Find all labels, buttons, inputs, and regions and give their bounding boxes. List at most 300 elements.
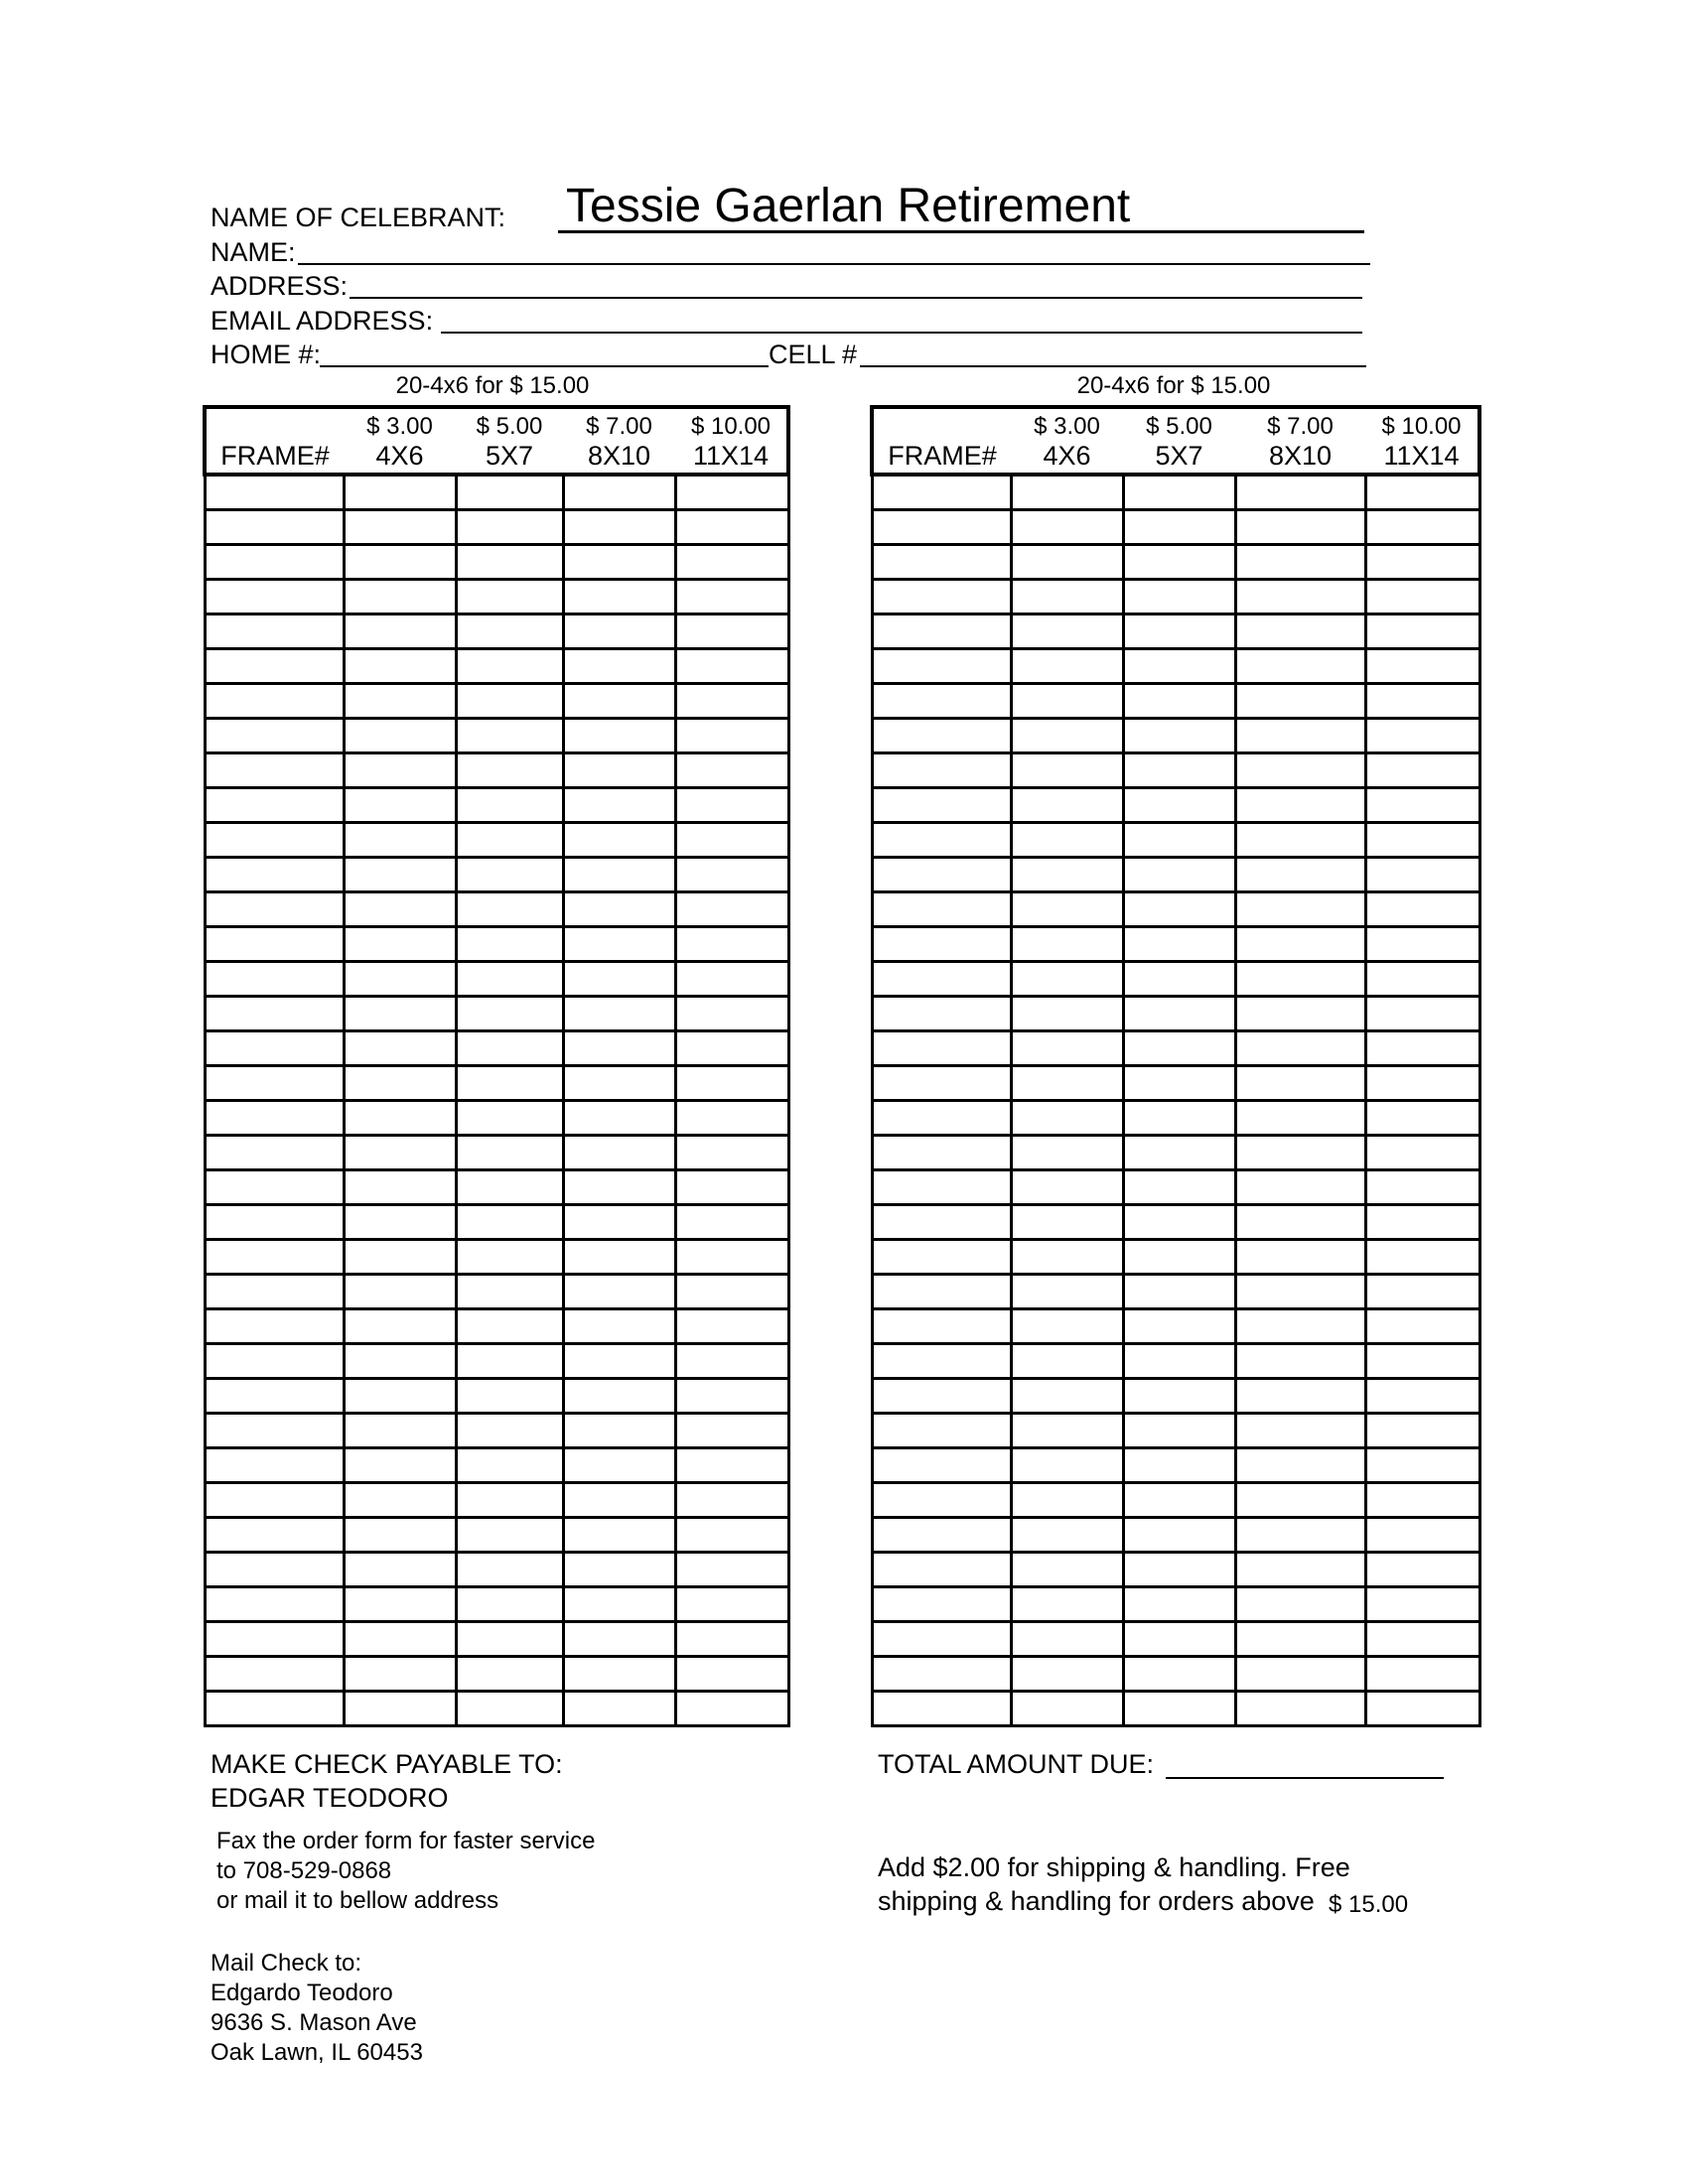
order-cell-5x7[interactable] [1123,962,1235,997]
order-cell-8x10[interactable] [563,1136,675,1170]
order-cell-4x6[interactable] [344,927,456,962]
order-cell-8x10[interactable] [1235,649,1365,684]
order-cell-5x7[interactable] [1123,1622,1235,1657]
order-cell-frame[interactable] [205,1205,344,1240]
order-cell-frame[interactable] [205,823,344,858]
order-cell-11x14[interactable] [1365,927,1479,962]
order-cell-5x7[interactable] [1123,753,1235,788]
order-cell-11x14[interactable] [675,1101,788,1136]
order-cell-4x6[interactable] [1011,1587,1123,1622]
order-cell-5x7[interactable] [456,1031,563,1066]
order-cell-5x7[interactable] [1123,1170,1235,1205]
order-cell-4x6[interactable] [1011,1518,1123,1553]
order-cell-11x14[interactable] [1365,1136,1479,1170]
order-cell-11x14[interactable] [675,1240,788,1275]
order-cell-8x10[interactable] [1235,1240,1365,1275]
order-cell-frame[interactable] [872,1066,1011,1101]
order-cell-8x10[interactable] [1235,927,1365,962]
order-cell-frame[interactable] [872,892,1011,927]
order-cell-5x7[interactable] [456,1483,563,1518]
order-cell-8x10[interactable] [563,1205,675,1240]
order-cell-4x6[interactable] [1011,1692,1123,1726]
order-cell-8x10[interactable] [1235,892,1365,927]
order-cell-11x14[interactable] [1365,1275,1479,1309]
order-cell-5x7[interactable] [456,1622,563,1657]
order-cell-frame[interactable] [205,1275,344,1309]
cell-phone-field[interactable] [860,365,1366,367]
order-cell-frame[interactable] [872,545,1011,580]
order-cell-frame[interactable] [872,962,1011,997]
order-cell-frame[interactable] [872,858,1011,892]
order-cell-5x7[interactable] [456,649,563,684]
order-cell-8x10[interactable] [1235,997,1365,1031]
order-cell-4x6[interactable] [344,1240,456,1275]
order-cell-8x10[interactable] [563,545,675,580]
order-cell-frame[interactable] [872,753,1011,788]
order-cell-4x6[interactable] [344,1692,456,1726]
order-cell-4x6[interactable] [1011,1414,1123,1448]
order-cell-4x6[interactable] [344,1275,456,1309]
order-cell-frame[interactable] [872,1448,1011,1483]
order-cell-4x6[interactable] [1011,1379,1123,1414]
order-cell-8x10[interactable] [563,1587,675,1622]
order-cell-8x10[interactable] [563,788,675,823]
order-cell-frame[interactable] [205,1066,344,1101]
order-cell-frame[interactable] [872,614,1011,649]
order-cell-11x14[interactable] [1365,997,1479,1031]
order-cell-5x7[interactable] [456,823,563,858]
order-cell-4x6[interactable] [344,1448,456,1483]
order-cell-11x14[interactable] [675,1309,788,1344]
order-cell-frame[interactable] [205,719,344,753]
order-cell-5x7[interactable] [456,719,563,753]
order-cell-4x6[interactable] [1011,649,1123,684]
order-cell-5x7[interactable] [456,1136,563,1170]
order-cell-8x10[interactable] [1235,1518,1365,1553]
order-cell-frame[interactable] [205,858,344,892]
order-cell-11x14[interactable] [1365,1553,1479,1587]
order-cell-8x10[interactable] [1235,1136,1365,1170]
order-cell-frame[interactable] [872,1483,1011,1518]
order-cell-8x10[interactable] [563,1031,675,1066]
order-cell-5x7[interactable] [456,684,563,719]
order-cell-frame[interactable] [872,1622,1011,1657]
order-cell-11x14[interactable] [675,1692,788,1726]
order-cell-4x6[interactable] [1011,719,1123,753]
order-cell-4x6[interactable] [1011,1657,1123,1692]
order-cell-frame[interactable] [205,510,344,545]
order-cell-5x7[interactable] [1123,1205,1235,1240]
order-cell-4x6[interactable] [344,892,456,927]
order-cell-8x10[interactable] [563,962,675,997]
order-cell-11x14[interactable] [1365,719,1479,753]
order-cell-frame[interactable] [205,1414,344,1448]
order-cell-11x14[interactable] [675,1657,788,1692]
order-cell-5x7[interactable] [456,1379,563,1414]
order-cell-11x14[interactable] [1365,1414,1479,1448]
order-cell-11x14[interactable] [1365,1483,1479,1518]
order-cell-11x14[interactable] [1365,1240,1479,1275]
order-cell-11x14[interactable] [675,1031,788,1066]
order-cell-8x10[interactable] [563,1657,675,1692]
order-cell-5x7[interactable] [456,753,563,788]
order-cell-8x10[interactable] [563,1692,675,1726]
order-cell-11x14[interactable] [675,858,788,892]
order-cell-8x10[interactable] [563,510,675,545]
order-cell-4x6[interactable] [1011,892,1123,927]
order-cell-4x6[interactable] [344,753,456,788]
order-cell-11x14[interactable] [1365,1170,1479,1205]
order-cell-frame[interactable] [205,1031,344,1066]
order-cell-frame[interactable] [872,1414,1011,1448]
order-cell-8x10[interactable] [563,1483,675,1518]
order-cell-5x7[interactable] [1123,892,1235,927]
order-cell-frame[interactable] [205,1692,344,1726]
order-cell-5x7[interactable] [456,858,563,892]
order-cell-5x7[interactable] [456,1066,563,1101]
order-cell-8x10[interactable] [1235,1448,1365,1483]
order-cell-4x6[interactable] [344,510,456,545]
order-cell-5x7[interactable] [1123,475,1235,510]
order-cell-5x7[interactable] [1123,858,1235,892]
total-amount-field[interactable] [1166,1777,1444,1779]
order-cell-frame[interactable] [205,1170,344,1205]
home-phone-field[interactable] [320,365,769,367]
order-cell-8x10[interactable] [563,649,675,684]
order-cell-frame[interactable] [872,1240,1011,1275]
order-cell-8x10[interactable] [1235,1066,1365,1101]
order-cell-11x14[interactable] [675,753,788,788]
order-cell-11x14[interactable] [1365,1066,1479,1101]
order-cell-5x7[interactable] [456,1101,563,1136]
order-cell-11x14[interactable] [1365,614,1479,649]
order-cell-4x6[interactable] [1011,1309,1123,1344]
order-cell-11x14[interactable] [675,1170,788,1205]
order-cell-11x14[interactable] [1365,1692,1479,1726]
order-cell-5x7[interactable] [456,1205,563,1240]
order-cell-8x10[interactable] [563,1622,675,1657]
order-cell-8x10[interactable] [1235,580,1365,614]
order-cell-5x7[interactable] [1123,510,1235,545]
order-cell-5x7[interactable] [1123,1692,1235,1726]
order-cell-8x10[interactable] [563,1240,675,1275]
order-cell-5x7[interactable] [1123,1275,1235,1309]
order-cell-4x6[interactable] [344,649,456,684]
order-cell-4x6[interactable] [344,858,456,892]
order-cell-4x6[interactable] [1011,510,1123,545]
order-cell-5x7[interactable] [456,510,563,545]
order-cell-4x6[interactable] [1011,823,1123,858]
order-cell-4x6[interactable] [344,1309,456,1344]
order-cell-11x14[interactable] [1365,1448,1479,1483]
order-cell-4x6[interactable] [344,1414,456,1448]
order-cell-5x7[interactable] [1123,1657,1235,1692]
order-cell-5x7[interactable] [456,1414,563,1448]
order-cell-frame[interactable] [872,1692,1011,1726]
order-cell-frame[interactable] [205,545,344,580]
order-cell-frame[interactable] [205,1379,344,1414]
order-cell-11x14[interactable] [675,1205,788,1240]
order-cell-5x7[interactable] [456,580,563,614]
name-field[interactable] [298,263,1370,265]
order-cell-8x10[interactable] [1235,719,1365,753]
order-cell-8x10[interactable] [563,580,675,614]
order-cell-11x14[interactable] [1365,753,1479,788]
order-cell-frame[interactable] [205,475,344,510]
order-cell-8x10[interactable] [563,823,675,858]
order-cell-5x7[interactable] [1123,1379,1235,1414]
order-cell-5x7[interactable] [456,1448,563,1483]
order-cell-frame[interactable] [872,1205,1011,1240]
order-cell-8x10[interactable] [563,614,675,649]
order-cell-5x7[interactable] [456,1587,563,1622]
order-cell-11x14[interactable] [1365,510,1479,545]
order-cell-5x7[interactable] [456,997,563,1031]
order-cell-11x14[interactable] [675,1066,788,1101]
order-cell-8x10[interactable] [1235,1692,1365,1726]
order-cell-5x7[interactable] [456,475,563,510]
order-cell-8x10[interactable] [563,858,675,892]
order-cell-frame[interactable] [872,788,1011,823]
order-cell-11x14[interactable] [1365,1657,1479,1692]
order-cell-11x14[interactable] [675,684,788,719]
order-cell-4x6[interactable] [1011,614,1123,649]
order-cell-frame[interactable] [205,684,344,719]
order-cell-8x10[interactable] [1235,1170,1365,1205]
order-cell-frame[interactable] [872,1344,1011,1379]
order-cell-4x6[interactable] [1011,1622,1123,1657]
order-cell-frame[interactable] [205,1448,344,1483]
order-cell-5x7[interactable] [456,1553,563,1587]
order-cell-4x6[interactable] [1011,858,1123,892]
order-cell-8x10[interactable] [563,997,675,1031]
order-cell-4x6[interactable] [344,1518,456,1553]
order-cell-11x14[interactable] [675,997,788,1031]
order-cell-frame[interactable] [205,997,344,1031]
order-cell-4x6[interactable] [344,1344,456,1379]
order-cell-frame[interactable] [872,1101,1011,1136]
order-cell-11x14[interactable] [675,1483,788,1518]
order-cell-4x6[interactable] [344,1066,456,1101]
order-cell-11x14[interactable] [675,1622,788,1657]
order-cell-5x7[interactable] [1123,614,1235,649]
order-cell-4x6[interactable] [1011,1483,1123,1518]
order-cell-frame[interactable] [205,614,344,649]
order-cell-frame[interactable] [872,927,1011,962]
order-cell-frame[interactable] [205,580,344,614]
order-cell-5x7[interactable] [1123,997,1235,1031]
order-cell-8x10[interactable] [1235,1587,1365,1622]
order-cell-8x10[interactable] [1235,1657,1365,1692]
order-cell-4x6[interactable] [1011,475,1123,510]
order-cell-5x7[interactable] [456,1518,563,1553]
order-cell-11x14[interactable] [675,719,788,753]
order-cell-4x6[interactable] [344,997,456,1031]
order-cell-8x10[interactable] [1235,1483,1365,1518]
order-cell-frame[interactable] [872,1587,1011,1622]
order-cell-8x10[interactable] [1235,475,1365,510]
address-field[interactable] [350,297,1362,299]
order-cell-5x7[interactable] [1123,649,1235,684]
order-cell-8x10[interactable] [1235,1031,1365,1066]
order-cell-frame[interactable] [872,997,1011,1031]
order-cell-4x6[interactable] [1011,1344,1123,1379]
order-cell-8x10[interactable] [563,927,675,962]
order-cell-8x10[interactable] [1235,1553,1365,1587]
order-cell-4x6[interactable] [1011,1066,1123,1101]
order-cell-11x14[interactable] [1365,684,1479,719]
order-cell-4x6[interactable] [344,580,456,614]
order-cell-8x10[interactable] [563,1518,675,1553]
order-cell-8x10[interactable] [563,1066,675,1101]
order-cell-5x7[interactable] [456,1657,563,1692]
order-cell-8x10[interactable] [1235,753,1365,788]
order-cell-4x6[interactable] [344,1101,456,1136]
order-cell-5x7[interactable] [1123,1136,1235,1170]
order-cell-4x6[interactable] [1011,1448,1123,1483]
order-cell-5x7[interactable] [1123,1101,1235,1136]
order-cell-11x14[interactable] [1365,1518,1479,1553]
order-cell-frame[interactable] [205,753,344,788]
order-cell-8x10[interactable] [1235,510,1365,545]
order-cell-8x10[interactable] [563,1553,675,1587]
order-cell-11x14[interactable] [1365,649,1479,684]
order-cell-5x7[interactable] [456,927,563,962]
order-cell-5x7[interactable] [1123,1031,1235,1066]
order-cell-5x7[interactable] [1123,580,1235,614]
order-cell-frame[interactable] [872,1275,1011,1309]
order-cell-11x14[interactable] [675,1518,788,1553]
order-cell-11x14[interactable] [1365,892,1479,927]
order-cell-4x6[interactable] [1011,545,1123,580]
order-cell-11x14[interactable] [1365,580,1479,614]
order-cell-11x14[interactable] [1365,475,1479,510]
order-cell-11x14[interactable] [1365,1379,1479,1414]
order-cell-8x10[interactable] [1235,684,1365,719]
order-cell-frame[interactable] [872,1657,1011,1692]
order-cell-frame[interactable] [205,1553,344,1587]
order-cell-4x6[interactable] [344,1031,456,1066]
order-cell-frame[interactable] [872,823,1011,858]
order-cell-8x10[interactable] [1235,1205,1365,1240]
order-cell-11x14[interactable] [1365,962,1479,997]
order-cell-11x14[interactable] [1365,1031,1479,1066]
order-cell-11x14[interactable] [675,1587,788,1622]
order-cell-frame[interactable] [205,927,344,962]
order-cell-4x6[interactable] [344,475,456,510]
order-cell-frame[interactable] [205,1483,344,1518]
order-cell-frame[interactable] [872,510,1011,545]
order-cell-5x7[interactable] [1123,1309,1235,1344]
order-cell-frame[interactable] [872,719,1011,753]
order-cell-frame[interactable] [205,962,344,997]
order-cell-4x6[interactable] [344,719,456,753]
order-cell-frame[interactable] [205,1587,344,1622]
order-cell-4x6[interactable] [1011,1205,1123,1240]
order-cell-5x7[interactable] [456,1240,563,1275]
order-cell-8x10[interactable] [1235,1379,1365,1414]
order-cell-8x10[interactable] [1235,614,1365,649]
order-cell-8x10[interactable] [563,684,675,719]
order-cell-5x7[interactable] [1123,1553,1235,1587]
order-cell-8x10[interactable] [1235,1101,1365,1136]
order-cell-11x14[interactable] [1365,1205,1479,1240]
order-cell-frame[interactable] [205,1622,344,1657]
order-cell-frame[interactable] [872,1031,1011,1066]
order-cell-11x14[interactable] [1365,1101,1479,1136]
order-cell-8x10[interactable] [1235,545,1365,580]
order-cell-11x14[interactable] [675,649,788,684]
order-cell-frame[interactable] [205,1136,344,1170]
order-cell-11x14[interactable] [675,962,788,997]
order-cell-4x6[interactable] [1011,1240,1123,1275]
celebrant-value[interactable]: Tessie Gaerlan Retirement [566,180,1131,232]
order-cell-11x14[interactable] [675,892,788,927]
order-cell-4x6[interactable] [344,788,456,823]
order-cell-8x10[interactable] [563,1170,675,1205]
order-cell-8x10[interactable] [563,1379,675,1414]
order-cell-4x6[interactable] [1011,962,1123,997]
order-cell-4x6[interactable] [344,1587,456,1622]
order-cell-frame[interactable] [205,1101,344,1136]
order-cell-11x14[interactable] [675,580,788,614]
order-cell-5x7[interactable] [1123,545,1235,580]
order-cell-frame[interactable] [872,684,1011,719]
order-cell-11x14[interactable] [675,1448,788,1483]
order-cell-5x7[interactable] [1123,1344,1235,1379]
order-cell-4x6[interactable] [1011,753,1123,788]
order-cell-4x6[interactable] [344,823,456,858]
order-cell-8x10[interactable] [563,1448,675,1483]
order-cell-8x10[interactable] [563,892,675,927]
order-cell-4x6[interactable] [1011,927,1123,962]
order-cell-8x10[interactable] [563,1414,675,1448]
order-cell-frame[interactable] [205,788,344,823]
order-cell-4x6[interactable] [344,1483,456,1518]
order-cell-4x6[interactable] [344,614,456,649]
order-cell-5x7[interactable] [1123,719,1235,753]
order-cell-4x6[interactable] [1011,684,1123,719]
order-cell-5x7[interactable] [1123,1587,1235,1622]
order-cell-4x6[interactable] [1011,580,1123,614]
order-cell-11x14[interactable] [1365,823,1479,858]
email-field[interactable] [441,332,1362,334]
order-cell-11x14[interactable] [675,788,788,823]
order-cell-frame[interactable] [205,1240,344,1275]
order-cell-frame[interactable] [872,1379,1011,1414]
order-cell-frame[interactable] [205,1344,344,1379]
order-cell-8x10[interactable] [563,719,675,753]
order-cell-11x14[interactable] [675,475,788,510]
order-cell-frame[interactable] [872,649,1011,684]
order-cell-5x7[interactable] [456,892,563,927]
order-cell-5x7[interactable] [456,614,563,649]
order-cell-8x10[interactable] [1235,1414,1365,1448]
order-cell-5x7[interactable] [1123,927,1235,962]
order-cell-11x14[interactable] [1365,1622,1479,1657]
order-cell-frame[interactable] [205,1657,344,1692]
order-cell-4x6[interactable] [344,684,456,719]
order-cell-4x6[interactable] [1011,1136,1123,1170]
order-cell-8x10[interactable] [1235,962,1365,997]
order-cell-8x10[interactable] [1235,1275,1365,1309]
order-cell-4x6[interactable] [1011,1170,1123,1205]
order-cell-5x7[interactable] [456,545,563,580]
order-cell-8x10[interactable] [563,753,675,788]
order-cell-8x10[interactable] [1235,823,1365,858]
order-cell-5x7[interactable] [456,1692,563,1726]
order-cell-11x14[interactable] [675,510,788,545]
